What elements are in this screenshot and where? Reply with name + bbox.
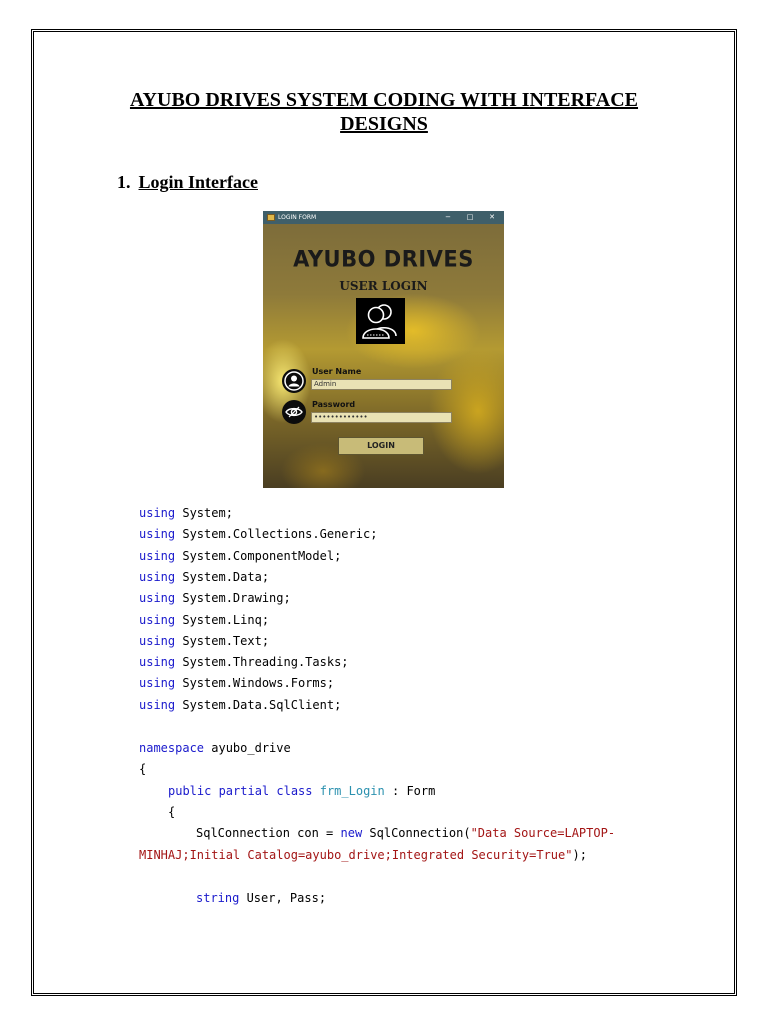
using-target: System.Drawing; [175,591,291,606]
code-connection-line-2 [139,846,587,864]
code-namespace-line [139,739,291,757]
username-label: User Name [312,367,362,376]
password-input[interactable]: ••••••••••••• [311,412,452,423]
conn-end: ); [572,848,587,862]
keyword: using [139,591,176,606]
using-target: System; [175,506,233,520]
keyword: using [139,655,176,670]
password-label: Password [312,400,356,409]
using-target: System.Linq; [175,612,270,627]
keyword: using [139,633,176,648]
brand-logo-text: AYUBO DRIVES [293,246,474,272]
code-using-line [139,632,269,650]
keyword: new [340,826,363,840]
username-input[interactable]: Admin [311,379,452,390]
login-button[interactable]: LOGIN [338,437,424,455]
class-base: : Form [384,784,436,798]
keyword: using [139,527,176,542]
maximize-icon[interactable]: □ [466,213,474,221]
section-heading [117,172,258,193]
code-using-line [139,568,269,586]
string-literal: MINHAJ;Initial Catalog=ayubo_drive;Integrated Security=True" [139,848,573,862]
keyword: using [139,506,176,520]
user-icon [282,369,306,393]
code-open-brace: { [139,762,147,776]
using-target: System.Windows.Forms; [175,676,335,691]
using-target: System.Text; [175,633,270,648]
keyword: using [139,569,176,584]
using-target: System.Collections.Generic; [175,527,378,542]
keyword: public partial class [168,784,313,798]
using-target: System.Threading.Tasks; [175,655,349,670]
code-class-line [168,782,435,800]
users-icon [356,298,405,344]
section-number: 1. [117,172,131,192]
class-name: frm_Login [319,784,385,798]
conn-type: SqlConnection( [362,826,471,840]
keyword: using [139,697,176,712]
using-target: System.ComponentModel; [175,548,342,563]
user-login-heading: USER LOGIN [339,279,428,293]
close-icon[interactable]: ✕ [489,213,495,221]
namespace-name: ayubo_drive [204,741,291,755]
login-form-titlebar [263,211,504,224]
code-using-line [139,589,291,607]
login-form-screenshot [263,211,504,488]
keyword: namespace [139,741,205,755]
using-target: System.Data.SqlClient; [175,697,342,712]
keyword: using [139,676,176,691]
code-string-line [196,889,326,907]
title-line-1: AYUBO DRIVES SYSTEM CODING WITH INTERFACE [129,89,639,111]
eye-icon [282,400,306,424]
code-using-line [139,674,334,692]
login-form-window-title: LOGIN FORM [278,214,317,221]
code-class-brace: { [168,805,176,819]
app-icon [267,214,275,221]
keyword: string [196,891,240,905]
minimize-icon[interactable]: − [445,213,451,221]
title-line-2: DESIGNS [340,113,428,135]
code-using-line [139,504,233,522]
code-using-line [139,653,349,671]
keyword: using [139,612,176,627]
document-title [0,88,768,136]
code-connection-line [196,824,615,842]
code-using-line [139,525,377,543]
code-using-line [139,547,341,565]
section-title: Login Interface [138,172,258,192]
code-using-line [139,696,341,714]
keyword: using [139,548,176,563]
string-literal: "Data Source=LAPTOP- [470,826,616,840]
using-target: System.Data; [175,569,270,584]
string-vars: User, Pass; [239,891,327,905]
conn-prefix: SqlConnection con = [196,826,341,840]
code-using-line [139,611,269,629]
